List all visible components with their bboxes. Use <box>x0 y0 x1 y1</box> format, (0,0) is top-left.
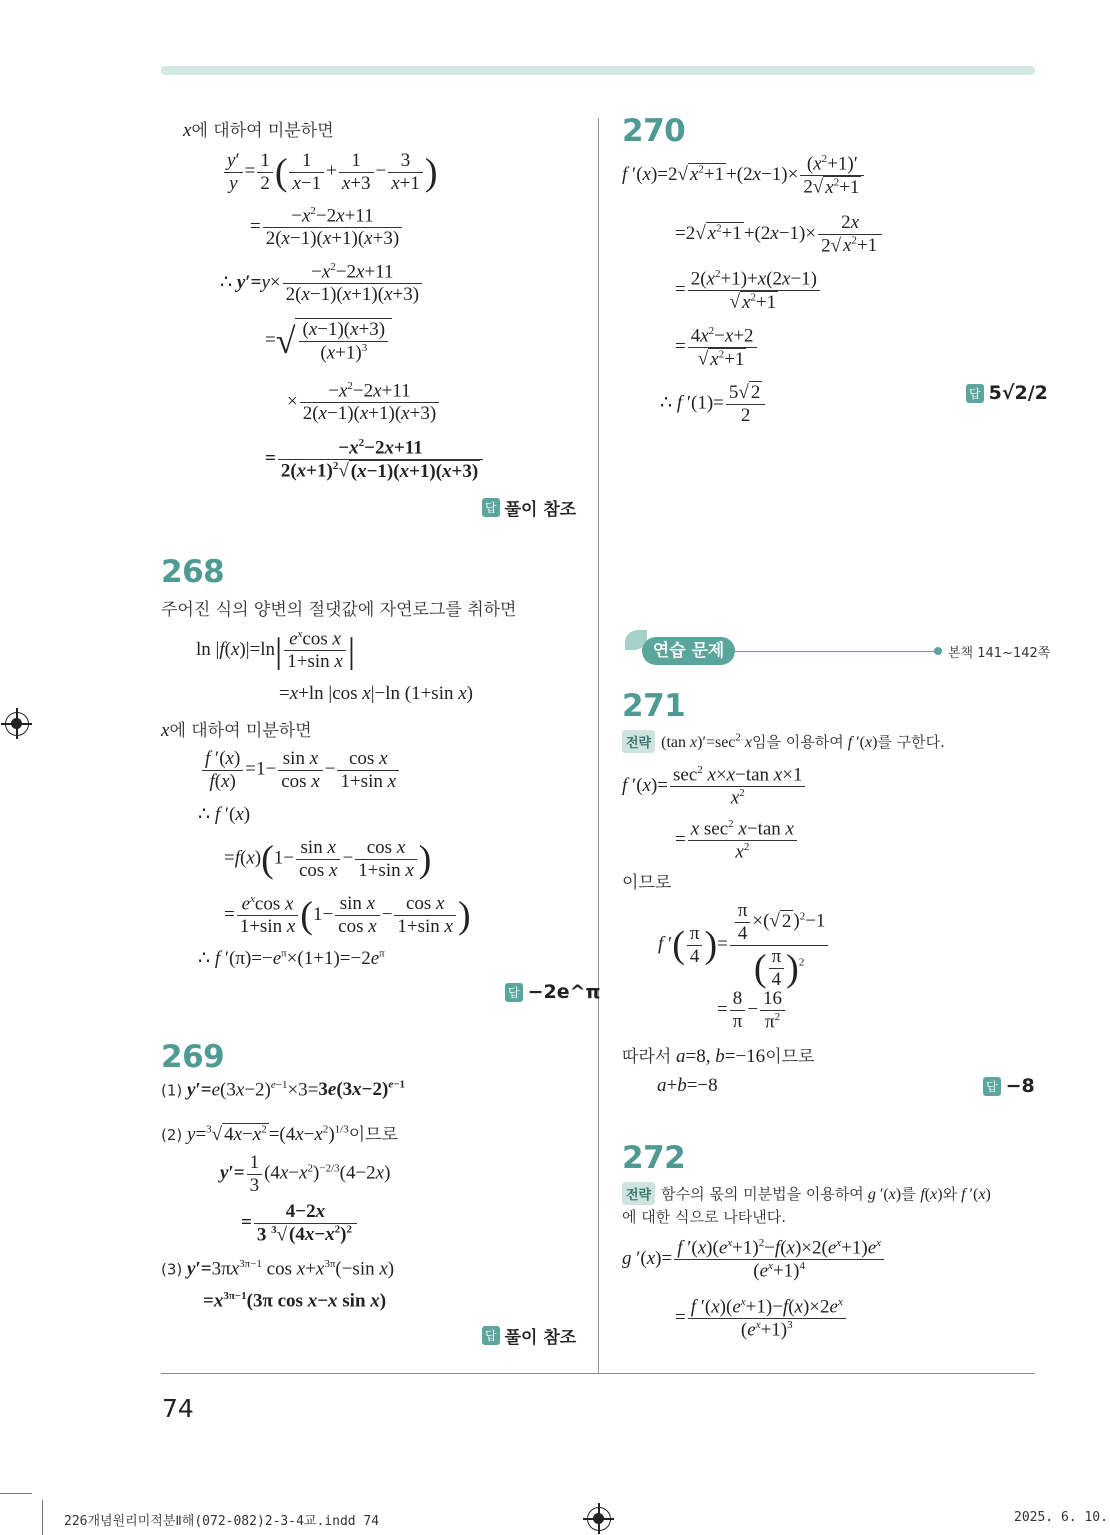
eq-270-line3: = $\frac{2(x^2+1)+x(2x-1)}{√ x^2+1}$ <box>675 268 822 313</box>
eq-271-line4: = $\frac{8}{\pi}$ − $\frac{16}{\pi^2}$ <box>717 988 787 1033</box>
diff-intro-268: x에 대하여 미분하면 <box>161 720 312 741</box>
eq-267-line2: = $\frac{-x^2-2x+11}{2(x-1)(x+1)(x+3)}$ <box>250 205 404 250</box>
eq-267-line6: = $\frac{-x^2-2x+11}{2(x+1)^2√ (x-1)(x+1)(x+3)}$ <box>265 437 485 482</box>
problem-number-270: 270 <box>622 113 686 149</box>
diff-intro-267: x에 대하여 미분하면 <box>183 120 334 141</box>
eq-268-line7: ∴ f $'(\pi)=-e^\pi\times(1+1)=-2e^\pi$ <box>198 947 385 969</box>
then-271: 따라서 a=8, b=−16이므로 <box>622 1046 815 1067</box>
eq-270-line1: f ′(x)=2√ $x^2+1 +(2x-1)\times$ $\frac{(x^2+1)'}{2√ x^2+1}$ <box>622 153 866 198</box>
registration-mark-icon <box>5 712 29 736</box>
eq-272-line1: g ′(x)= $\frac{f '(x)(e^x+1)^2-f(x)\times 2(e^x+1)e^x}{(e^x+1)^4}$ <box>622 1237 886 1282</box>
eq-267-line5: × $\frac{-x^2-2x+11}{2(x-1)(x+1)(x+3)}$ <box>287 380 441 425</box>
eq-268-line4: ∴ f ′(x) <box>198 804 251 825</box>
eq-269-part1: (1) $y'=e(3x-2)^{e-1}\times 3=3e(3x-2)^{e-1}$ <box>161 1079 405 1101</box>
strategy-272-line2: 에 대한 식으로 나타낸다. <box>622 1208 786 1226</box>
problem-number-269: 269 <box>161 1039 225 1075</box>
eq-269-part2-line3: = $\frac{4-2x}{3 ^3√ (4x-x^2)^2}$ <box>241 1201 359 1246</box>
eq-272-line2: = $\frac{f '(x)(e^x+1)-f(x)\times 2e^x}{(e^x+1)^3}$ <box>675 1296 848 1341</box>
answer-268: 답 −2e^π <box>505 981 601 1003</box>
problem-number-271: 271 <box>622 688 686 724</box>
footer-filename: 226개념원리미적분Ⅱ해(072-082)2-3-4교.indd 74 <box>64 1514 380 1529</box>
eq-267-line1: $\frac{y'}{y}$ = $\frac{1}{2}$ ( $\frac{1}{x-1}$ + $\frac{1}{x+3}$ − $\frac{3}{x+1}$ ) <box>222 150 438 195</box>
eq-268-line3: $\frac{f '(x)}{f(x)}$ =1− $\frac{\text{sin x}}{\text{cos x}}$ − $\frac{\text{cos x}}{\text{1+sin x}}$ <box>200 748 401 793</box>
problem-number-272: 272 <box>622 1140 686 1176</box>
eq-269-part2: (2) y=$^3$√ $4x-x^2 =(4x-x^2)^{1/3}$이므로 <box>161 1123 398 1145</box>
practice-title: 연습 문제 <box>642 637 735 665</box>
footer-date: 2025. 6. 10. <box>1014 1510 1108 1525</box>
strategy-272: 전략 함수의 몫의 미분법을 이용하여 g ′(x)를 f(x)와 f ′(x) <box>622 1182 991 1205</box>
bullet-icon <box>934 647 942 655</box>
top-accent-bar <box>161 66 1035 75</box>
eq-270-line2: =2√ $x^2+1 +(2x-1)\times$ $\frac{2x}{2√ x^2+1}$ <box>675 212 884 257</box>
eq-271-line3: f ′( $\frac{\pi}{4}$ )= $\frac{\pi}{4}$ ×(√ 2 )$^2$−1 ( $\frac{\pi}{4}$ )$^2$ <box>658 900 830 990</box>
eq-269-part2-line2: y′= $\frac{1}{3}$ $(4x-x^2)^{-2/3}(4-2x)$ <box>220 1152 391 1196</box>
eq-270-line5: ∴ f ′(1)= $\frac{5√ 2}{2}$ <box>660 382 767 427</box>
problem-number-268: 268 <box>161 554 225 590</box>
eq-267-line3: ∴ y′=y× $\frac{-x^2-2x+11}{2(x-1)(x+1)(x+3)}$ <box>220 261 424 306</box>
answer-270: 답 5√2/2 <box>966 382 1048 404</box>
eq-270-line4: = $\frac{4x^2-x+2}{√ x^2+1}$ <box>675 325 759 370</box>
practice-rule <box>735 651 935 652</box>
intro-268: 주어진 식의 양변의 절댓값에 자연로그를 취하면 <box>161 600 517 620</box>
eq-271-final: a+b=−8 <box>657 1075 718 1096</box>
answer-271: 답 −8 <box>983 1075 1035 1097</box>
crop-mark <box>0 1493 32 1494</box>
bottom-rule <box>161 1373 1035 1374</box>
answer-267: 답 풀이 참조 <box>482 495 576 520</box>
registration-mark-icon <box>587 1507 611 1531</box>
eq-271-line2: = $\frac{x \sec^2 x-\tan x}{x^2}$ <box>675 818 799 863</box>
answer-label: 답 <box>482 498 500 517</box>
strategy-271: 전략 (tan $x)'=\sec^2$ x임을 이용하여 f ′(x)를 구한다. <box>622 730 945 753</box>
eq-269-part3: (3) $y'=3\pi x^{3\pi-1}$ $\cos x+x^{3\pi}(-\sin$ x) <box>161 1258 395 1280</box>
crop-mark-vertical <box>42 1500 43 1535</box>
eq-269-part3-line2: $=x^{3\pi-1}(3\pi$ cos x−x sin x) <box>203 1290 387 1312</box>
eq-268-line5: =f(x)(1− $\frac{\text{sin x}}{\text{cos x}}$ − $\frac{\text{cos x}}{\text{1+sin x}}$ ) <box>224 837 432 881</box>
column-divider <box>598 118 599 1373</box>
eq-268-line1: ln |f(x)|=ln| $\frac{e^x\cos x}{\text{1+sin x}}$ | <box>196 628 356 673</box>
eq-268-line2: =x+ln |cos x|−ln (1+sin x) <box>279 683 473 704</box>
page-number: 74 <box>162 1394 194 1423</box>
practice-reference: 본책 141~142쪽 <box>948 646 1051 661</box>
eq-271-line1: f ′(x)= $\frac{\sec^2 x\times x-\tan x\times 1}{x^2}$ <box>622 764 807 809</box>
eq-267-line4: =√ $\frac{(x-1)(x+3)}{(x+1)^3}$ <box>265 318 392 364</box>
eq-268-line6: = $\frac{e^x\cos x}{\text{1+sin x}}$ (1− $\frac{\text{sin x}}{\text{cos x}}$ − $\frac{\text{cos x}}{\text{1+sin x}}$ ) <box>224 893 471 938</box>
therefore-271: 이므로 <box>622 873 672 893</box>
answer-269: 답 풀이 참조 <box>482 1323 576 1348</box>
